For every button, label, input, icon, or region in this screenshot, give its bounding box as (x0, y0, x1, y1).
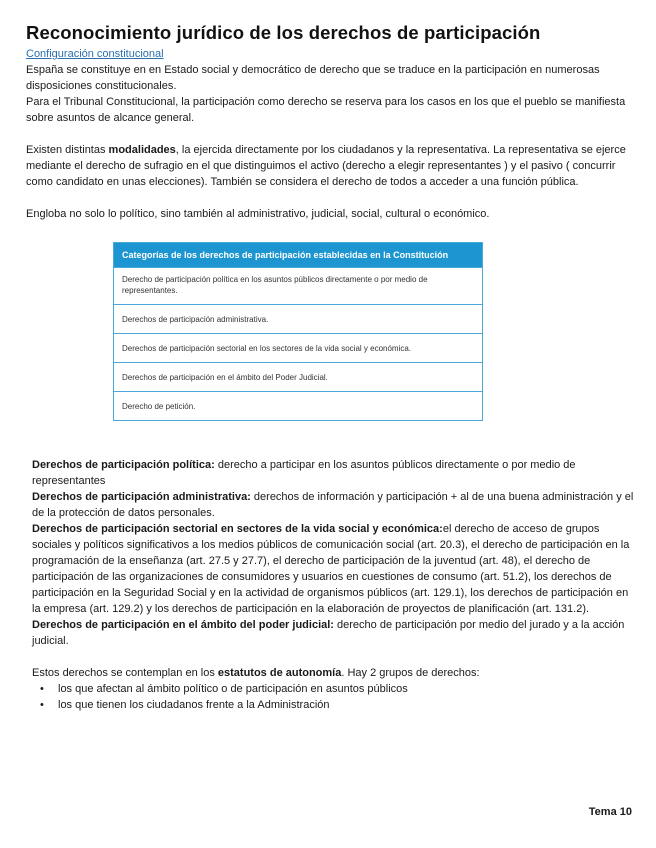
intro-paragraph-1: España se constituye en en Estado social y democrático de derecho que se traduce en la participación en numerosas disposiciones constitucionales. (26, 64, 600, 92)
table-row: Derecho de petición. (114, 391, 482, 420)
modalidades-after: , la ejercida directamente por los ciudadanos y la representativa. La representativa se ejerce mediante el derecho de sufragio en el que distinguimos el activo (derecho a elegir representantes ) y el pasivo ( concurrir como candidato en unas elecciones). También se considera el derecho de todos a acceder a una función pública. (26, 144, 626, 188)
definition-administrativa (32, 489, 634, 521)
definition-term: Derechos de participación en el ámbito del poder judicial: (32, 619, 334, 631)
modalidades-before: Existen distintas (26, 144, 109, 156)
groups-list (32, 681, 634, 713)
definitions-block (32, 457, 634, 713)
estatutos-paragraph (32, 665, 634, 681)
definition-term: Derechos de participación sectorial en sectores de la vida social y económica: (32, 523, 443, 535)
definition-judicial (32, 617, 634, 649)
categories-table (113, 242, 483, 421)
intro-paragraph-2: Para el Tribunal Constitucional, la participación como derecho se reserva para los casos en los que el pueblo se manifiesta sobre asuntos de alcance general. (26, 96, 626, 124)
list-item: • los que afectan al ámbito político o de participación en asuntos públicos (32, 681, 634, 697)
definition-sectorial (32, 521, 634, 617)
page-footer: Tema 10 (588, 806, 632, 818)
definition-politica (32, 457, 634, 489)
definition-text: derecho de participación por medio del jurado y a la acción judicial. (32, 619, 625, 647)
table-header: Categorías de los derechos de participación establecidas en la Constitución (114, 243, 482, 267)
definition-text: derecho a participar en los asuntos públicos directamente o por medio de representantes (32, 459, 576, 487)
definition-term: Derechos de participación política: (32, 459, 215, 471)
table-row: Derechos de participación en el ámbito del Poder Judicial. (114, 362, 482, 391)
definition-text: el derecho de acceso de grupos sociales y políticos significativos a los medios públicos de comunicación social (art. 20.3), el derecho de participación en la programación de la enseñanza (art. 27.5 y 27.7), el derecho de participación de la juventud (art. 48), el derecho de participación de las organizaciones de consumidores y usuarios en cuestiones de consumo (art. 51.2), los derechos de participación en la Seguridad Social y en la actividad de organismos públicos (art. 129.1), los derechos de participación en la empresa (art. 129.2) y los derechos de participación en la elaboración de proyectos de planificación (art. 131.2). (32, 523, 630, 615)
table-row: Derecho de participación política en los asuntos públicos directamente o por medio de representantes. (114, 267, 482, 304)
estatutos-bold: estatutos de autonomía (217, 667, 342, 679)
definition-text: derechos de información y participación + al de una buena administración y el de la protección de datos personales. (32, 491, 634, 519)
table-row: Derechos de participación sectorial en los sectores de la vida social y económica. (114, 333, 482, 362)
subtitle-link[interactable]: Configuración constitucional (26, 48, 164, 60)
page-title: Reconocimiento jurídico de los derechos de participación (26, 22, 541, 43)
estatutos-after: . Hay 2 grupos de derechos: (341, 667, 480, 679)
modalidades-paragraph (26, 142, 634, 190)
modalidades-bold: modalidades (108, 144, 176, 156)
definition-term: Derechos de participación administrativa: (32, 491, 251, 503)
estatutos-before: Estos derechos se contemplan en los (32, 667, 218, 679)
document-page (26, 22, 634, 713)
engloba-paragraph: Engloba no solo lo político, sino también al administrativo, judicial, social, cultural o económico. (26, 208, 490, 220)
list-item: • los que tienen los ciudadanos frente a la Administración (32, 697, 634, 713)
table-row: Derechos de participación administrativa. (114, 304, 482, 333)
